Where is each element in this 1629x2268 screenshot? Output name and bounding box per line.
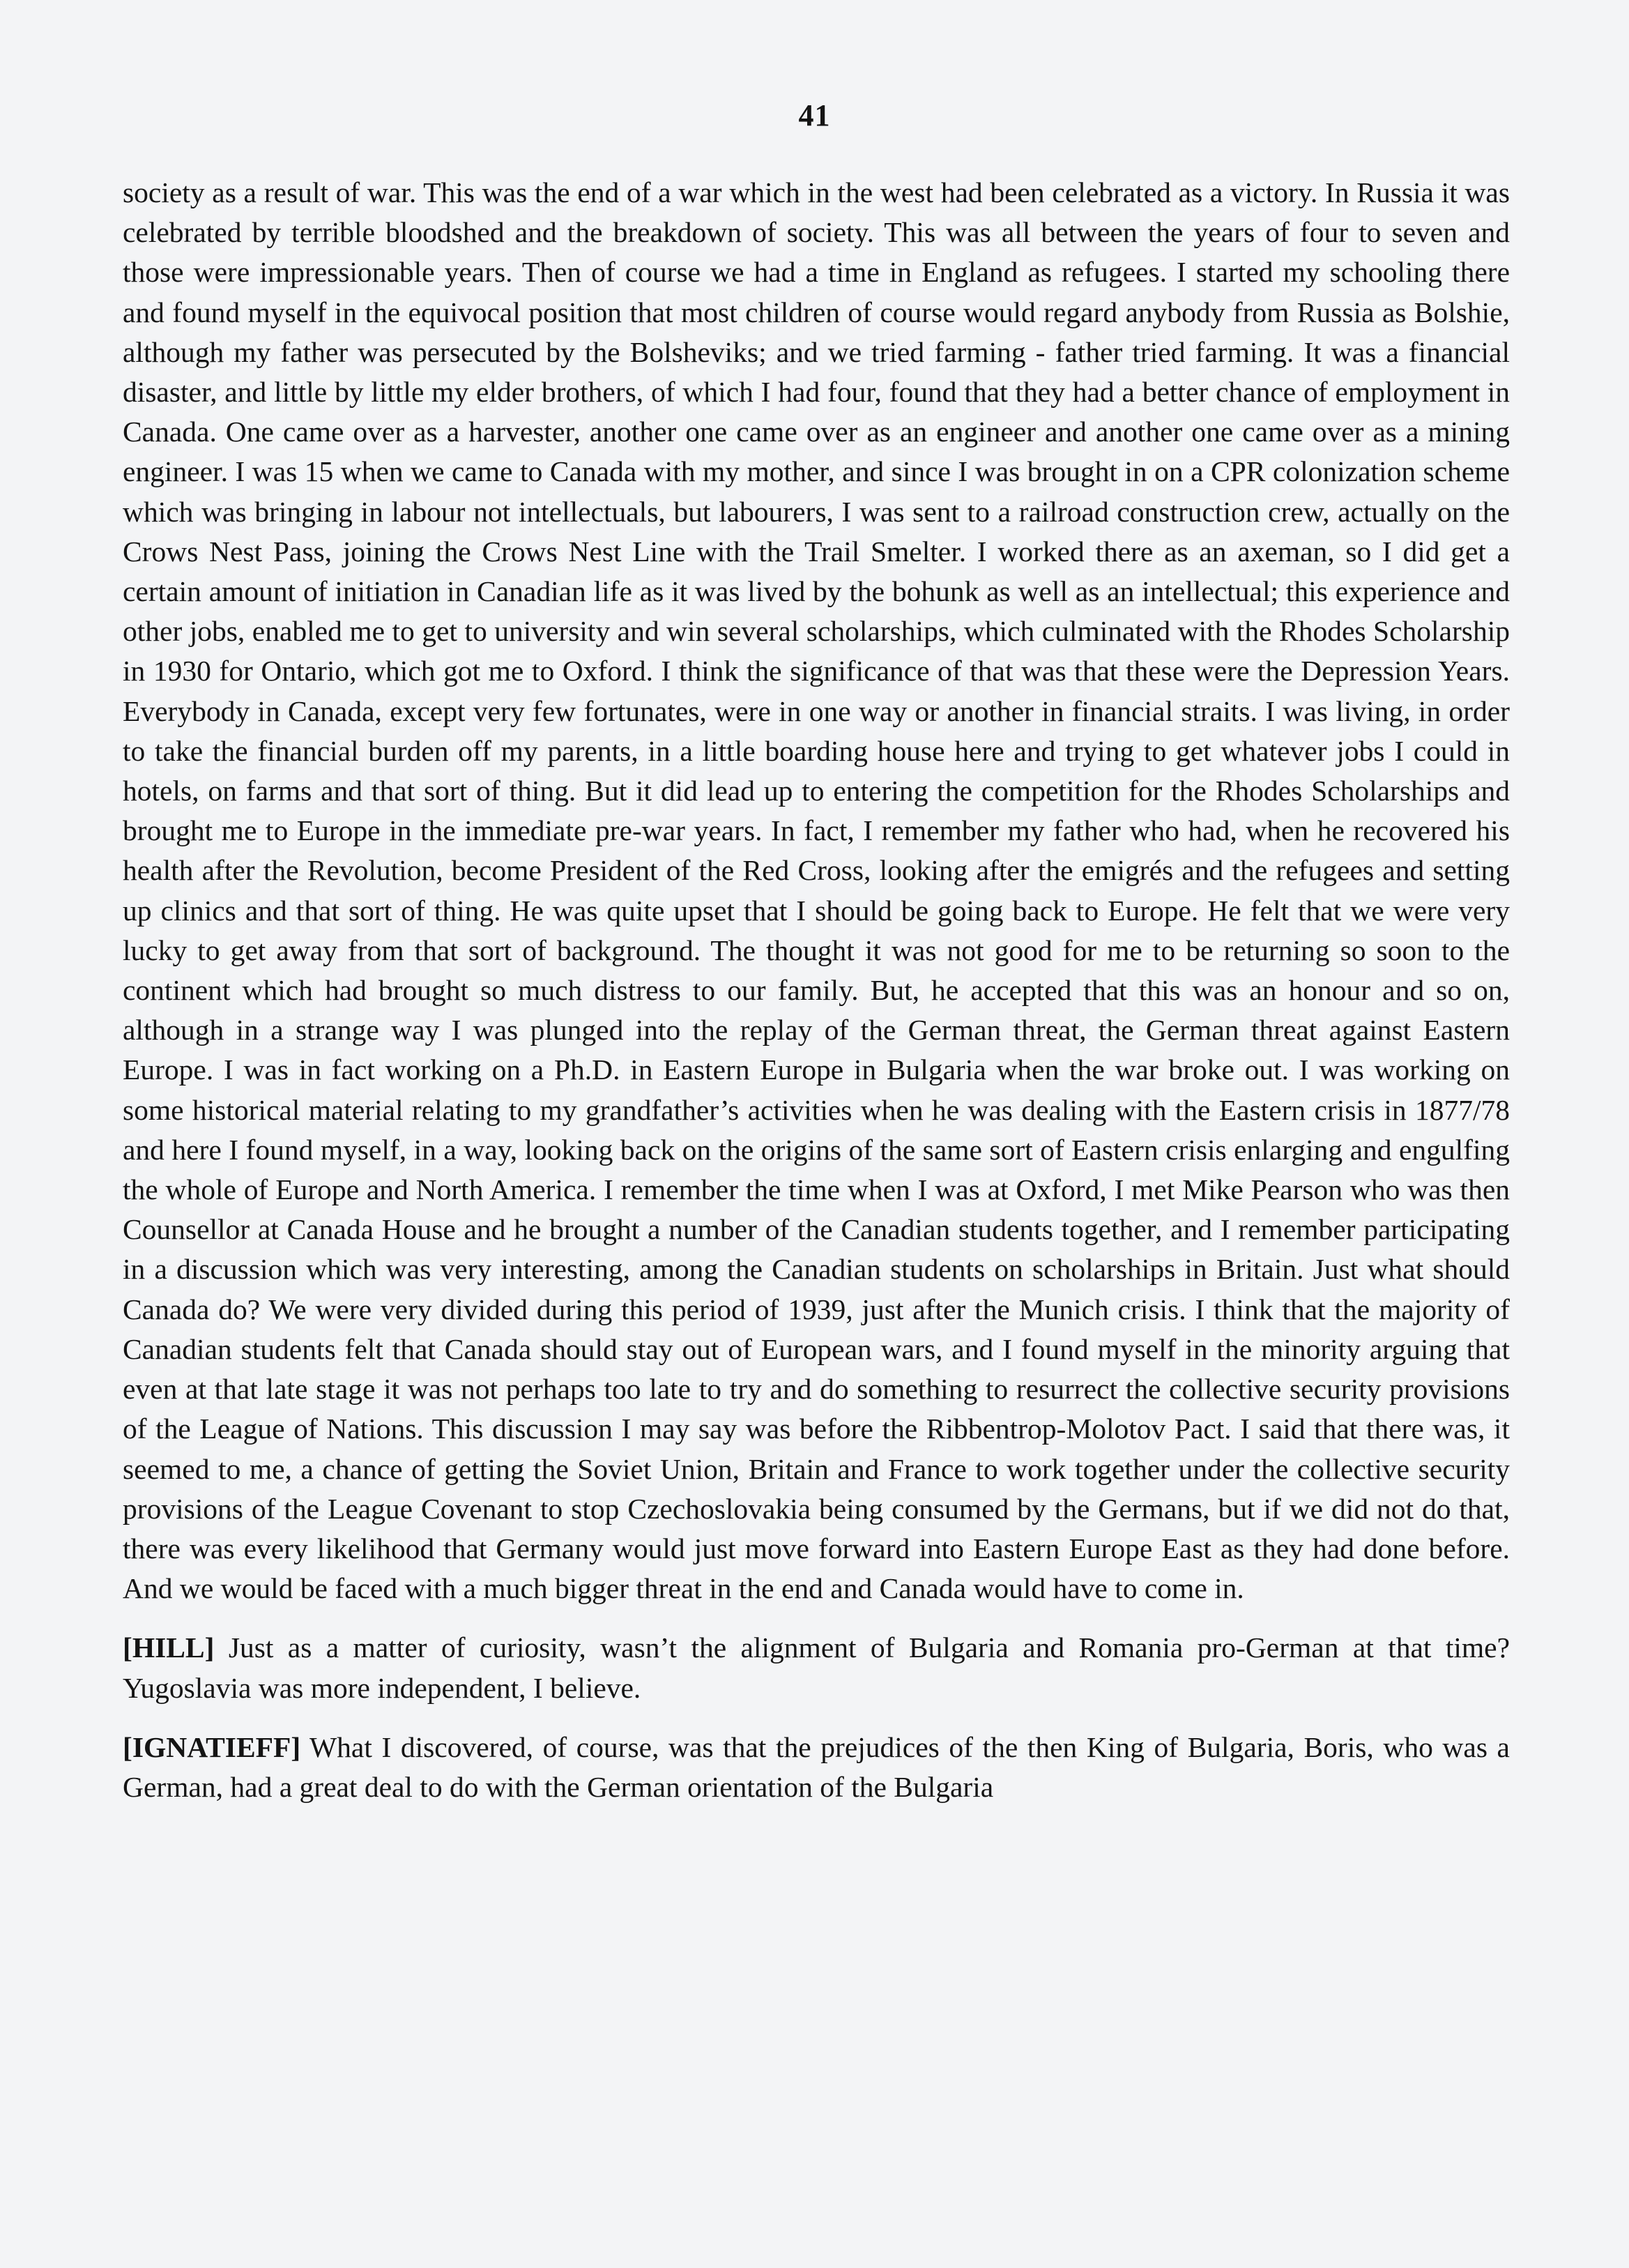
page-number: 41 (798, 98, 831, 132)
paragraph-text: Just as a matter of curiosity, wasn’t the alignment of Bulgaria and Romania pro-German at that time? Yugoslavia was more independent, I believe. (123, 1631, 1510, 1704)
paragraph-ignatieff (123, 1728, 1510, 1807)
paragraph-text: society as a result of war. This was the end of a war which in the west had been celebrated as a victory. In Russia it was celebrated by terrible bloodshed and the breakdown of society. This was all between the years of four to seven and those were impressionable years. Then of course we had a time in England as refugees. I started my schooling there and found myself in the equivocal position that most children of course would regard anybody from Russia as Bolshie, although my father was persecuted by the Bolsheviks; and we tried farming - father tried farming. It was a financial disaster, and little by little my elder brothers, of which I had four, found that they had a better chance of employment in Canada. One came over as a harvester, another one came over as an engineer and another one came over as a mining engineer. I was 15 when we came to Canada with my mother, and since I was brought in on a CPR colonization scheme which was bringing in labour not intellectuals, but labourers, I was sent to a railroad construction crew, actually on the Crows Nest Pass, joining the Crows Nest Line with the Trail Smelter. I worked there as an axeman, so I did get a certain amount of initiation in Canadian life as it was lived by the bohunk as well as an intellectual; this experience and other jobs, enabled me to get to university and win several scholarships, which culminated with the Rhodes Scholarship in 1930 for Ontario, which got me to Oxford. I think the significance of that was that these were the Depression Years. Everybody in Canada, except very few fortunates, were in one way or another in financial straits. I was living, in order to take the financial burden off my parents, in a little boarding house here and trying to get whatever jobs I could in hotels, on farms and that sort of thing. But it did lead up to entering the competition for the Rhodes Scholarships and brought me to Europe in the immediate pre-war years. In fact, I remember my father who had, when he recovered his health after the Revolution, become President of the Red Cross, looking after the emigrés and the refugees and setting up clinics and that sort of thing. He was quite upset that I should be going back to Europe. He felt that we were very lucky to get away from that sort of background. The thought it was not good for me to be returning so soon to the continent which had brought so much distress to our family. But, he accepted that this was an honour and so on, although in a strange way I was plunged into the replay of the German threat, the German threat against Eastern Europe. I was in fact working on a Ph.D. in Eastern Europe in Bulgaria when the war broke out. I was working on some historical material relating to my grandfather’s activities when he was dealing with the Eastern crisis in 1877/78 and here I found myself, in a way, looking back on the origins of the same sort of Eastern crisis enlarging and engulfing the whole of Europe and North America. I remember the time when I was at Oxford, I met Mike Pearson who was then Counsellor at Canada House and he brought a number of the Canadian students together, and I remember participating in a discussion which was very interesting, among the Canadian students on scholarships in Britain. Just what should Canada do? We were very divided during this period of 1939, just after the Munich crisis. I think that the majority of Canadian students felt that Canada should stay out of European wars, and I found myself in the minority arguing that even at that late stage it was not perhaps too late to try and do something to resurrect the collective security provisions of the League of Nations. This discussion I may say was before the Ribbentrop-Molotov Pact. I said that there was, it seemed to me, a chance of getting the Soviet Union, Britain and France to work together under the collective security provisions of the League Covenant to stop Czechoslovakia being consumed by the Germans, but if we did not do that, there was every likelihood that Germany would just move forward into Eastern Europe East as they had done before. And we would be faced with a much bigger threat in the end and Canada would have to come in. (123, 176, 1510, 1605)
speaker-label: [HILL] (123, 1631, 215, 1664)
speaker-label: [IGNATIEFF] (123, 1730, 301, 1763)
transcript-body (123, 173, 1510, 1807)
paragraph-hill (123, 1628, 1510, 1707)
paragraph-text: What I discovered, of course, was that the prejudices of the then King of Bulgaria, Boris, who was a German, had a great deal to do with the German orientation of the Bulgaria (123, 1730, 1510, 1803)
paragraph-narrative (123, 173, 1510, 1608)
